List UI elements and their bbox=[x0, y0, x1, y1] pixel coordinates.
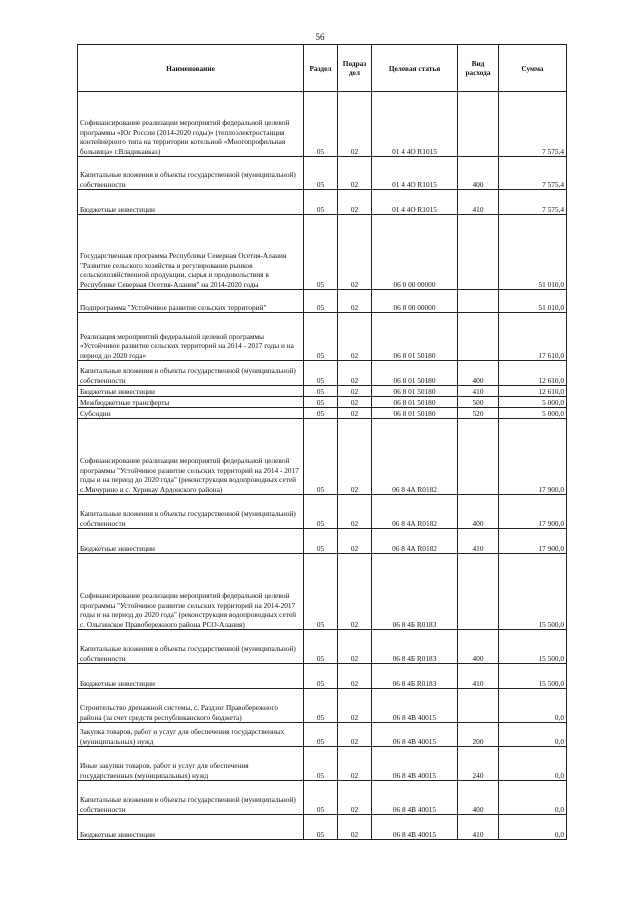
row-target: 06 8 4В 40015 bbox=[372, 815, 458, 840]
row-expense-type: 400 bbox=[458, 781, 499, 815]
row-expense-type: 500 bbox=[458, 397, 499, 408]
row-target: 06 8 4А R0182 bbox=[372, 529, 458, 554]
header-amount: Сумма bbox=[499, 45, 567, 92]
row-amount: 0,0 bbox=[499, 815, 567, 840]
row-amount: 12 610,0 bbox=[499, 361, 567, 386]
row-amount: 5 000,0 bbox=[499, 397, 567, 408]
row-subsection: 02 bbox=[338, 723, 372, 747]
row-section: 05 bbox=[304, 495, 338, 529]
row-subsection: 02 bbox=[338, 747, 372, 781]
row-amount: 15 500,0 bbox=[499, 630, 567, 664]
row-name: Бюджетные инвестиции bbox=[78, 529, 304, 554]
row-section: 05 bbox=[304, 664, 338, 689]
row-target: 06 8 4Б R0183 bbox=[372, 664, 458, 689]
table-row bbox=[78, 554, 567, 630]
table-row bbox=[78, 313, 567, 361]
header-name: Наименование bbox=[78, 45, 304, 92]
row-name: Капитальные вложения в объекты государственной (муниципальной) собственности bbox=[78, 157, 304, 190]
row-section: 05 bbox=[304, 723, 338, 747]
table-row bbox=[78, 408, 567, 419]
row-subsection: 02 bbox=[338, 815, 372, 840]
table-row bbox=[78, 747, 567, 781]
row-subsection: 02 bbox=[338, 689, 372, 723]
row-subsection: 02 bbox=[338, 313, 372, 361]
row-target: 01 4 4О R1015 bbox=[372, 190, 458, 215]
table-row bbox=[78, 386, 567, 397]
row-amount: 17 900,0 bbox=[499, 495, 567, 529]
row-expense-type: 400 bbox=[458, 157, 499, 190]
row-target: 01 4 4О R1015 bbox=[372, 92, 458, 157]
row-target: 06 8 4В 40015 bbox=[372, 723, 458, 747]
row-amount: 12 610,0 bbox=[499, 386, 567, 397]
row-expense-type bbox=[458, 554, 499, 630]
row-amount: 51 010,0 bbox=[499, 290, 567, 313]
row-expense-type: 520 bbox=[458, 408, 499, 419]
row-amount: 51 010,0 bbox=[499, 215, 567, 290]
row-name: Иные закупки товаров, работ и услуг для обеспечения государственных (муниципальных) нужд bbox=[78, 747, 304, 781]
row-name: Капитальные вложения в объекты государственной (муниципальной) собственности bbox=[78, 495, 304, 529]
row-amount: 15 500,0 bbox=[499, 664, 567, 689]
row-section: 05 bbox=[304, 747, 338, 781]
table-row bbox=[78, 397, 567, 408]
row-name: Бюджетные инвестиции bbox=[78, 386, 304, 397]
row-expense-type: 410 bbox=[458, 529, 499, 554]
row-target: 06 8 4Б R0183 bbox=[372, 630, 458, 664]
row-section: 05 bbox=[304, 781, 338, 815]
row-section: 05 bbox=[304, 408, 338, 419]
row-amount: 0,0 bbox=[499, 723, 567, 747]
row-section: 05 bbox=[304, 689, 338, 723]
row-subsection: 02 bbox=[338, 190, 372, 215]
table-row bbox=[78, 723, 567, 747]
row-section: 05 bbox=[304, 529, 338, 554]
row-target: 06 8 01 50180 bbox=[372, 313, 458, 361]
row-name: Капитальные вложения в объекты государственной (муниципальной) собственности bbox=[78, 361, 304, 386]
row-expense-type: 410 bbox=[458, 664, 499, 689]
row-expense-type bbox=[458, 290, 499, 313]
row-target: 01 4 4О R1015 bbox=[372, 157, 458, 190]
row-subsection: 02 bbox=[338, 419, 372, 495]
row-amount: 7 575,4 bbox=[499, 157, 567, 190]
row-expense-type: 400 bbox=[458, 495, 499, 529]
row-amount: 7 575,4 bbox=[499, 190, 567, 215]
row-name: Закупка товаров, работ и услуг для обеспечения государственных (муниципальных) нужд bbox=[78, 723, 304, 747]
row-target: 06 8 00 00000 bbox=[372, 290, 458, 313]
row-expense-type bbox=[458, 215, 499, 290]
row-section: 05 bbox=[304, 630, 338, 664]
row-expense-type: 240 bbox=[458, 747, 499, 781]
row-expense-type bbox=[458, 313, 499, 361]
row-section: 05 bbox=[304, 361, 338, 386]
row-target: 06 8 4Б R0183 bbox=[372, 554, 458, 630]
row-expense-type bbox=[458, 419, 499, 495]
row-name: Строительство дренажной системы, с. Раздзог Правобережного района (за счет средств республиканского бюджета) bbox=[78, 689, 304, 723]
row-expense-type: 410 bbox=[458, 386, 499, 397]
table-row bbox=[78, 361, 567, 386]
row-name: Капитальные вложения в объекты государственной (муниципальной) собственности bbox=[78, 781, 304, 815]
table-row bbox=[78, 215, 567, 290]
row-target: 06 8 01 50180 bbox=[372, 361, 458, 386]
row-name: Подпрограмма "Устойчивое развитие сельских территорий" bbox=[78, 290, 304, 313]
table-row bbox=[78, 529, 567, 554]
row-target: 06 8 4В 40015 bbox=[372, 747, 458, 781]
row-subsection: 02 bbox=[338, 157, 372, 190]
row-section: 05 bbox=[304, 554, 338, 630]
row-section: 05 bbox=[304, 92, 338, 157]
row-target: 06 8 4В 40015 bbox=[372, 689, 458, 723]
row-amount: 7 575,4 bbox=[499, 92, 567, 157]
row-subsection: 02 bbox=[338, 781, 372, 815]
row-subsection: 02 bbox=[338, 290, 372, 313]
row-expense-type bbox=[458, 689, 499, 723]
row-name: Государственная программа Республики Северная Осетия-Алания "Развитие сельского хозяйства и регулирование рынков сельскохозяйственной продукции, сырья и продовольствия в Республике Северная Осетия-Алания" на 2014-2020 годы bbox=[78, 215, 304, 290]
row-subsection: 02 bbox=[338, 408, 372, 419]
row-subsection: 02 bbox=[338, 397, 372, 408]
row-amount: 15 500,0 bbox=[499, 554, 567, 630]
table-row bbox=[78, 190, 567, 215]
row-subsection: 02 bbox=[338, 386, 372, 397]
row-name: Капитальные вложения в объекты государственной (муниципальной) собственности bbox=[78, 630, 304, 664]
table-row bbox=[78, 419, 567, 495]
header-target: Целевая статья bbox=[372, 45, 458, 92]
table-header-row bbox=[78, 45, 567, 92]
table-row bbox=[78, 815, 567, 840]
row-target: 06 8 4А R0182 bbox=[372, 495, 458, 529]
row-section: 05 bbox=[304, 157, 338, 190]
row-name: Реализация мероприятий федеральной целевой программы «Устойчивое развитие сельских территорий на 2014 - 2017 годы и на период до 2020 года» bbox=[78, 313, 304, 361]
row-section: 05 bbox=[304, 397, 338, 408]
row-section: 05 bbox=[304, 419, 338, 495]
row-subsection: 02 bbox=[338, 554, 372, 630]
row-target: 06 8 01 50180 bbox=[372, 386, 458, 397]
row-subsection: 02 bbox=[338, 361, 372, 386]
table-row bbox=[78, 495, 567, 529]
table-row bbox=[78, 781, 567, 815]
row-subsection: 02 bbox=[338, 92, 372, 157]
budget-table bbox=[77, 44, 567, 840]
row-name: Межбюджетные трансферты bbox=[78, 397, 304, 408]
row-name: Софинансирование реализации мероприятий федеральной целевой программы "Устойчивое развитие сельских территорий на 2014 - 2017 годы и на период до 2020 года" (реконструкция водопроводных сетей с.Мичурино и с. Хурикау Ардонского района) bbox=[78, 419, 304, 495]
row-expense-type: 400 bbox=[458, 361, 499, 386]
table-row bbox=[78, 689, 567, 723]
row-amount: 0,0 bbox=[499, 689, 567, 723]
row-amount: 0,0 bbox=[499, 747, 567, 781]
page-number: 56 bbox=[315, 32, 325, 42]
table-row bbox=[78, 290, 567, 313]
row-section: 05 bbox=[304, 386, 338, 397]
row-amount: 5 000,0 bbox=[499, 408, 567, 419]
row-amount: 17 900,0 bbox=[499, 529, 567, 554]
header-expense-type: Вид расхода bbox=[458, 45, 499, 92]
row-expense-type: 400 bbox=[458, 630, 499, 664]
row-target: 06 8 01 50180 bbox=[372, 397, 458, 408]
row-target: 06 8 01 50180 bbox=[372, 408, 458, 419]
row-subsection: 02 bbox=[338, 215, 372, 290]
row-name: Софинансирование реализации мероприятий федеральной целевой программы «Юг России (2014-2020 годы)» (теплоэлектростанция контейнерного типа на территории котельной «Многопрофильная больница» г.Владикавказ) bbox=[78, 92, 304, 157]
row-section: 05 bbox=[304, 190, 338, 215]
row-target: 06 8 4А R0182 bbox=[372, 419, 458, 495]
row-name: Субсидии bbox=[78, 408, 304, 419]
row-amount: 0,0 bbox=[499, 781, 567, 815]
row-amount: 17 610,0 bbox=[499, 313, 567, 361]
row-name: Бюджетные инвестиции bbox=[78, 815, 304, 840]
table-row bbox=[78, 92, 567, 157]
table-row bbox=[78, 664, 567, 689]
row-section: 05 bbox=[304, 815, 338, 840]
row-name: Софинансирование реализации мероприятий федеральной целевой программы "Устойчивое развитие сельских территорий на 2014-2017 годы и на период до 2020 года" (реконструкция водопроводных сетей с. Ольгинское Правобережного района РСО-Алания) bbox=[78, 554, 304, 630]
row-subsection: 02 bbox=[338, 630, 372, 664]
row-amount: 17 900,0 bbox=[499, 419, 567, 495]
row-section: 05 bbox=[304, 313, 338, 361]
row-subsection: 02 bbox=[338, 529, 372, 554]
row-target: 06 8 4В 40015 bbox=[372, 781, 458, 815]
row-subsection: 02 bbox=[338, 664, 372, 689]
row-expense-type bbox=[458, 92, 499, 157]
row-expense-type: 200 bbox=[458, 723, 499, 747]
header-section: Раздел bbox=[304, 45, 338, 92]
row-name: Бюджетные инвестиции bbox=[78, 190, 304, 215]
row-expense-type: 410 bbox=[458, 190, 499, 215]
row-name: Бюджетные инвестиции bbox=[78, 664, 304, 689]
row-target: 06 0 00 00000 bbox=[372, 215, 458, 290]
row-expense-type: 410 bbox=[458, 815, 499, 840]
row-section: 05 bbox=[304, 290, 338, 313]
header-subsection: Подраз дел bbox=[338, 45, 372, 92]
row-subsection: 02 bbox=[338, 495, 372, 529]
row-section: 05 bbox=[304, 215, 338, 290]
table-row bbox=[78, 157, 567, 190]
table-row bbox=[78, 630, 567, 664]
